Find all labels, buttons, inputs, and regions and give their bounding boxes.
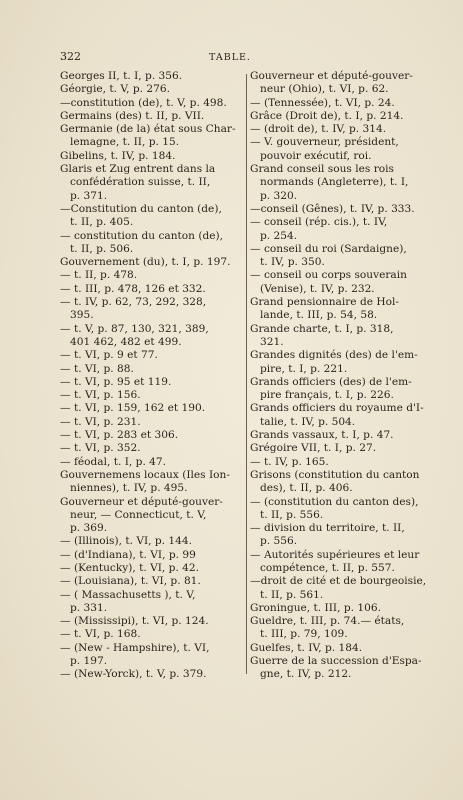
index-entry xyxy=(60,256,246,269)
index-entry-line: — t. VI, p. 9 et 77. xyxy=(60,349,158,362)
index-entry xyxy=(250,402,436,429)
index-entry xyxy=(60,668,246,681)
index-entry xyxy=(250,615,436,642)
index-entry xyxy=(60,575,246,588)
index-entry-line: t. II, p. 556. xyxy=(260,508,324,521)
index-entry-line: Grande charte, t. I, p. 318, xyxy=(250,322,394,335)
index-entry-line: — t. III, p. 478, 126 et 332. xyxy=(60,282,206,295)
index-entry-line: p. 369. xyxy=(70,522,108,535)
index-entry-line: niennes), t. IV, p. 495. xyxy=(70,482,188,495)
index-entry-line: lemagne, t. II, p. 15. xyxy=(70,136,180,149)
index-entry xyxy=(60,615,246,628)
index-entry xyxy=(60,363,246,376)
index-entry xyxy=(250,269,436,296)
index-entry xyxy=(60,97,246,110)
index-entry-line: p. 320. xyxy=(260,189,298,202)
index-entry-line: Guelfes, t. IV, p. 184. xyxy=(250,641,363,654)
index-entry-line: — Autorités supérieures et leur xyxy=(250,548,420,561)
index-entry-line: Grégoire VII, t. I, p. 27. xyxy=(250,442,377,455)
index-entry xyxy=(60,349,246,362)
index-entry-line: p. 371. xyxy=(70,189,108,202)
index-entry-line: — (Tennessée), t. VI, p. 24. xyxy=(250,96,395,109)
index-entry xyxy=(60,429,246,442)
index-entry xyxy=(60,110,246,123)
index-entry xyxy=(250,655,436,682)
column-divider xyxy=(246,74,247,674)
index-entry-line: Glaris et Zug entrent dans la xyxy=(60,163,216,176)
index-entry-line: 321. xyxy=(260,335,284,348)
index-entry xyxy=(60,535,246,548)
index-entry-line: — (d'Indiana), t. VI, p. 99 xyxy=(60,548,196,561)
index-entry xyxy=(60,416,246,429)
index-entry xyxy=(250,110,436,123)
index-entry-line: — (New - Hampshire), t. VI, xyxy=(60,641,210,654)
index-entry xyxy=(60,230,246,257)
index-entry xyxy=(250,456,436,469)
index-entry-line: —droit de cité et de bourgeoisie, xyxy=(250,575,427,588)
index-entry xyxy=(60,469,246,496)
index-entry xyxy=(250,296,436,323)
index-entry-line: Grandes dignités (des) de l'em- xyxy=(250,349,418,362)
index-entry-line: t. IV, p. 350. xyxy=(260,256,325,269)
index-entry-line: Grands vassaux, t. I, p. 47. xyxy=(250,429,394,442)
index-entry-line: Guerre de la succession d'Espa- xyxy=(250,655,422,668)
index-entry xyxy=(60,269,246,282)
index-entry-line: — t. VI, p. 231. xyxy=(60,415,141,428)
index-entry xyxy=(60,549,246,562)
index-entry-line: des), t. II, p. 406. xyxy=(260,482,353,495)
index-entry-line: talie, t. IV, p. 504. xyxy=(260,415,356,428)
index-entry-line: neur, — Connecticut, t. V, xyxy=(70,508,207,521)
index-entry-line: — t. VI, p. 88. xyxy=(60,362,134,375)
page-number: 322 xyxy=(60,50,81,63)
index-entry xyxy=(250,136,436,163)
index-entry xyxy=(250,349,436,376)
index-entry-line: t. II, p. 506. xyxy=(70,242,134,255)
index-entry-line: — division du territoire, t. II, xyxy=(250,522,405,535)
index-entry-line: — ( Massachusetts ), t. V, xyxy=(60,588,196,601)
left-column xyxy=(60,70,246,682)
index-entry-line: pire, t. I, p. 221. xyxy=(260,362,348,375)
index-entry xyxy=(250,522,436,549)
index-entry xyxy=(60,150,246,163)
index-entry xyxy=(60,83,246,96)
index-entry-line: — t. VI, p. 168. xyxy=(60,628,141,641)
index-entry-line: p. 556. xyxy=(260,535,298,548)
index-entry-line: Germanie (de la) état sous Char- xyxy=(60,123,236,136)
index-entry-line: Germains (des) t. II, p. VII. xyxy=(60,109,205,122)
index-entry-line: t. III, p. 79, 109. xyxy=(260,628,348,641)
index-entry-line: — (Kentucky), t. VI, p. 42. xyxy=(60,561,200,574)
index-entry-line: pire français, t. I, p. 226. xyxy=(260,389,394,402)
index-entry-line: 401 462, 482 et 499. xyxy=(70,335,182,348)
index-entry xyxy=(60,389,246,402)
index-entry-line: 395. xyxy=(70,309,94,322)
index-entry xyxy=(250,323,436,350)
index-entry xyxy=(60,163,246,203)
index-entry xyxy=(60,642,246,669)
index-entry-line: t. II, p. 405. xyxy=(70,216,134,229)
index-entry-line: — (Mississipi), t. VI, p. 124. xyxy=(60,615,209,628)
index-entry xyxy=(250,642,436,655)
index-entry-line: Grisons (constitution du canton xyxy=(250,468,420,481)
index-entry xyxy=(60,123,246,150)
index-entry-line: Grand pensionnaire de Hol- xyxy=(250,296,399,309)
index-entry-line: lande, t. III, p. 54, 58. xyxy=(260,309,378,322)
index-entry-line: —Constitution du canton (de), xyxy=(60,202,222,215)
index-entry-line: — t. V, p. 87, 130, 321, 389, xyxy=(60,322,209,335)
index-entry xyxy=(60,402,246,415)
index-entry-line: (Venise), t. IV, p. 232. xyxy=(260,282,375,295)
right-column xyxy=(250,70,436,682)
index-entry-line: — t. VI, p. 159, 162 et 190. xyxy=(60,402,206,415)
index-entry xyxy=(250,243,436,270)
index-entry-line: gne, t. IV, p. 212. xyxy=(260,668,352,681)
index-entry-line: — conseil ou corps souverain xyxy=(250,269,407,282)
page-header xyxy=(60,50,400,66)
index-entry-line: — t. VI, p. 156. xyxy=(60,389,141,402)
index-entry-line: Grand conseil sous les rois xyxy=(250,163,394,176)
index-entry-line: — t. VI, p. 95 et 119. xyxy=(60,375,172,388)
index-entry xyxy=(250,496,436,523)
index-entry xyxy=(250,602,436,615)
index-entry-line: p. 197. xyxy=(70,655,108,668)
index-entry-line: Georges II, t. I, p. 356. xyxy=(60,70,183,82)
index-entry-line: — (Illinois), t. VI, p. 144. xyxy=(60,535,193,548)
index-entry-line: — (droit de), t. IV, p. 314. xyxy=(250,123,387,136)
index-entry xyxy=(60,70,246,83)
index-entry-line: — V. gouverneur, président, xyxy=(250,136,399,149)
index-entry xyxy=(250,429,436,442)
index-entry-line: —constitution (de), t. V, p. 498. xyxy=(60,96,227,109)
running-title: TABLE. xyxy=(209,52,251,63)
index-entry-line: — (constitution du canton des), xyxy=(250,495,419,508)
index-entry-line: neur (Ohio), t. VI, p. 62. xyxy=(260,83,389,96)
index-entry xyxy=(250,123,436,136)
index-entry-line: — t. IV, p. 165. xyxy=(250,455,329,468)
index-entry-line: — t. VI, p. 352. xyxy=(60,442,141,455)
index-entry-line: Grands officiers (des) de l'em- xyxy=(250,375,412,388)
index-entry xyxy=(60,628,246,641)
index-entry-line: Géorgie, t. V, p. 276. xyxy=(60,83,170,96)
index-entry-line: compétence, t. II, p. 557. xyxy=(260,561,395,574)
index-entry-line: Gouvernemens locaux (Iles Ion- xyxy=(60,468,230,481)
index-entry xyxy=(250,469,436,496)
index-entry xyxy=(250,442,436,455)
index-entry-line: Gouverneur et député-gouver- xyxy=(250,70,413,82)
index-entry xyxy=(60,323,246,350)
index-entry xyxy=(60,376,246,389)
index-entry xyxy=(250,376,436,403)
index-entry-line: confédération suisse, t. II, xyxy=(70,176,211,189)
index-entry xyxy=(60,496,246,536)
index-entry-line: Gueldre, t. III, p. 74.— états, xyxy=(250,615,405,628)
index-entry-line: Gouvernement (du), t. I, p. 197. xyxy=(60,256,231,269)
index-entry xyxy=(60,442,246,455)
index-entry xyxy=(60,456,246,469)
index-entry xyxy=(250,70,436,97)
index-entry xyxy=(250,97,436,110)
index-entry-line: — féodal, t. I, p. 47. xyxy=(60,455,167,468)
index-entry-line: p. 331. xyxy=(70,601,108,614)
index-entry-line: — (Louisiana), t. VI, p. 81. xyxy=(60,575,201,588)
index-entry-line: t. II, p. 561. xyxy=(260,588,324,601)
index-entry-line: Groningue, t. III, p. 106. xyxy=(250,601,381,614)
index-entry xyxy=(250,549,436,576)
index-entry-line: — t. II, p. 478. xyxy=(60,269,138,282)
index-entry-line: — (New-Yorck), t. V, p. 379. xyxy=(60,668,207,681)
index-entry-line: — conseil (rép. cis.), t. IV, xyxy=(250,216,388,229)
index-entry-line: Gouverneur et député-gouver- xyxy=(60,495,223,508)
index-entry xyxy=(60,562,246,575)
index-entry xyxy=(60,296,246,323)
index-entry-line: —conseil (Gênes), t. IV, p. 333. xyxy=(250,202,415,215)
index-entry xyxy=(60,203,246,230)
index-entry xyxy=(60,589,246,616)
index-entry-line: Grands officiers du royaume d'I- xyxy=(250,402,424,415)
index-entry-line: pouvoir exécutif, roi. xyxy=(260,149,372,162)
index-entry xyxy=(250,203,436,216)
index-entry-line: Grâce (Droit de), t. I, p. 214. xyxy=(250,109,404,122)
index-entry-line: — t. VI, p. 283 et 306. xyxy=(60,429,179,442)
index-entry xyxy=(250,163,436,203)
index-entry-line: — t. IV, p. 62, 73, 292, 328, xyxy=(60,296,207,309)
index-entry-line: Gibelins, t. IV, p. 184. xyxy=(60,149,176,162)
index-entry-line: — conseil du roi (Sardaigne), xyxy=(250,242,407,255)
index-entry-line: p. 254. xyxy=(260,229,298,242)
index-entry xyxy=(250,216,436,243)
index-entry xyxy=(60,283,246,296)
index-entry-line: — constitution du canton (de), xyxy=(60,229,224,242)
index-entry xyxy=(250,575,436,602)
index-entry-line: normands (Angleterre), t. I, xyxy=(260,176,409,189)
